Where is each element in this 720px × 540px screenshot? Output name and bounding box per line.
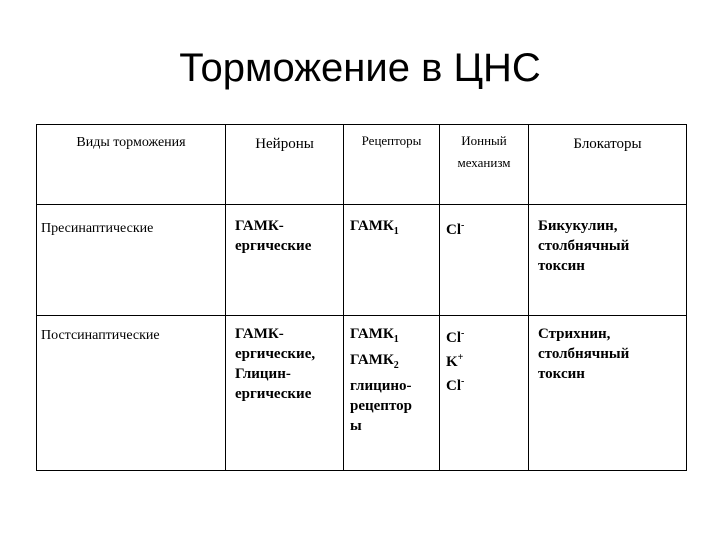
- table-header-row: [37, 125, 687, 205]
- table-row: [37, 316, 687, 471]
- cell-receptors: $ГАМК_1$: [344, 205, 440, 316]
- cell-blockers: Стрихнин, столбнячный токсин: [529, 316, 687, 471]
- header-ionic-mechanism: Ионный механизм: [440, 125, 529, 205]
- inhibition-table: [36, 124, 687, 471]
- cell-type: Пресинаптические: [37, 205, 226, 316]
- cell-neurons: ГАМК- ергические, Глицин- ергические: [226, 316, 344, 471]
- header-receptors: Рецепторы: [344, 125, 440, 205]
- cell-receptors: $ГАМК_1$ $ГАМК_2$ глицино- рецептор ы: [344, 316, 440, 471]
- header-types: Виды торможения: [37, 125, 226, 205]
- cell-ions: Cl- K+ Cl-: [440, 316, 529, 471]
- cell-type: Постсинаптические: [37, 316, 226, 471]
- table-row: [37, 205, 687, 316]
- cell-ions: Cl-: [440, 205, 529, 316]
- slide-title: Торможение в ЦНС: [179, 46, 541, 90]
- header-blockers: Блокаторы: [529, 125, 687, 205]
- cell-blockers: Бикукулин, столбнячный токсин: [529, 205, 687, 316]
- header-neurons: Нейроны: [226, 125, 344, 205]
- cell-neurons: ГАМК- ергические: [226, 205, 344, 316]
